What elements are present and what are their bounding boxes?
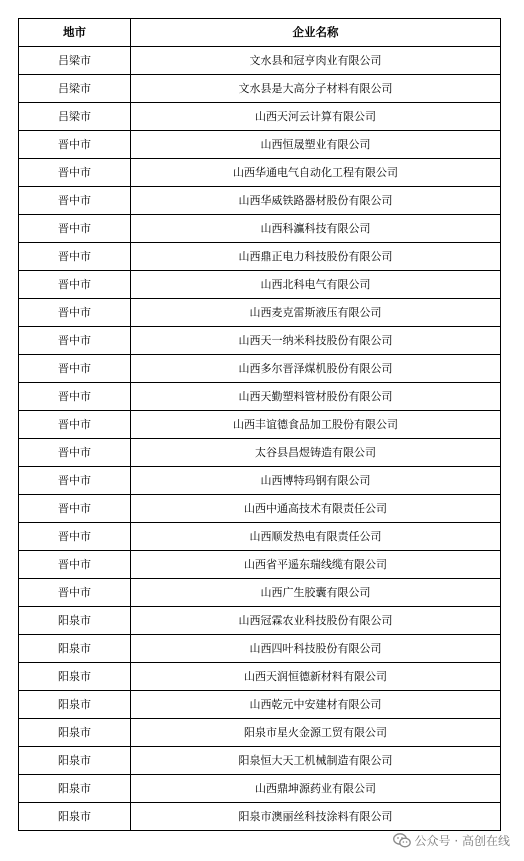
table-row (19, 691, 501, 719)
city-cell: 吕梁市 (19, 75, 131, 103)
company-name-cell: 文水县和冠亨肉业有限公司 (131, 47, 501, 75)
table-row (19, 635, 501, 663)
city-cell: 晋中市 (19, 243, 131, 271)
city-cell: 阳泉市 (19, 803, 131, 831)
table-row (19, 271, 501, 299)
table-row (19, 439, 501, 467)
table-row (19, 299, 501, 327)
table-row (19, 243, 501, 271)
company-name-cell: 山西中通高技术有限责任公司 (131, 495, 501, 523)
company-name-cell: 山西鼎正电力科技股份有限公司 (131, 243, 501, 271)
table-row (19, 747, 501, 775)
city-cell: 晋中市 (19, 271, 131, 299)
company-name-cell: 山西丰谊德食品加工股份有限公司 (131, 411, 501, 439)
city-cell: 晋中市 (19, 467, 131, 495)
company-name-cell: 阳泉恒大天工机械制造有限公司 (131, 747, 501, 775)
city-cell: 晋中市 (19, 131, 131, 159)
company-name-cell: 山西广生胶囊有限公司 (131, 579, 501, 607)
city-cell: 晋中市 (19, 215, 131, 243)
company-table (18, 18, 501, 831)
table-row (19, 327, 501, 355)
company-name-cell: 山西省平遥东瑞线缆有限公司 (131, 551, 501, 579)
city-cell: 晋中市 (19, 327, 131, 355)
table-row (19, 775, 501, 803)
table-row (19, 663, 501, 691)
table-row (19, 187, 501, 215)
watermark (393, 832, 510, 849)
city-cell: 晋中市 (19, 355, 131, 383)
wechat-icon (393, 833, 411, 848)
table-row (19, 719, 501, 747)
table-row (19, 159, 501, 187)
table-row (19, 551, 501, 579)
company-name-cell: 阳泉市澳丽丝科技涂料有限公司 (131, 803, 501, 831)
table-row (19, 355, 501, 383)
table-row (19, 215, 501, 243)
table-row (19, 579, 501, 607)
city-cell: 阳泉市 (19, 663, 131, 691)
city-cell: 晋中市 (19, 411, 131, 439)
company-name-cell: 山西天勤塑料管材股份有限公司 (131, 383, 501, 411)
city-cell: 晋中市 (19, 383, 131, 411)
table-row (19, 803, 501, 831)
city-cell: 阳泉市 (19, 719, 131, 747)
company-name-cell: 文水县是大高分子材料有限公司 (131, 75, 501, 103)
city-cell: 晋中市 (19, 523, 131, 551)
table-row (19, 103, 501, 131)
company-name-cell: 山西天一纳米科技股份有限公司 (131, 327, 501, 355)
city-cell: 阳泉市 (19, 747, 131, 775)
company-name-cell: 山西科灜科技有限公司 (131, 215, 501, 243)
company-name-cell: 山西多尔晋泽煤机股份有限公司 (131, 355, 501, 383)
table-row (19, 523, 501, 551)
company-name-cell: 山西博特玛钢有限公司 (131, 467, 501, 495)
watermark-text: 公众号 · 高创在线 (414, 834, 510, 848)
company-name-cell: 山西顺发热电有限责任公司 (131, 523, 501, 551)
table-row (19, 75, 501, 103)
company-name-cell: 山西华通电气自动化工程有限公司 (131, 159, 501, 187)
company-name-cell: 山西冠霖农业科技股份有限公司 (131, 607, 501, 635)
city-cell: 阳泉市 (19, 607, 131, 635)
table-header-row (19, 19, 501, 47)
table-row (19, 607, 501, 635)
table-row (19, 495, 501, 523)
city-cell: 晋中市 (19, 439, 131, 467)
header-city: 地市 (19, 19, 131, 47)
company-name-cell: 山西华威铁路器材股份有限公司 (131, 187, 501, 215)
table-row (19, 383, 501, 411)
city-cell: 吕梁市 (19, 103, 131, 131)
city-cell: 晋中市 (19, 495, 131, 523)
company-name-cell: 阳泉市星火金源工贸有限公司 (131, 719, 501, 747)
table-row (19, 47, 501, 75)
table-body (19, 47, 501, 831)
company-name-cell: 太谷县昌煜铸造有限公司 (131, 439, 501, 467)
company-name-cell: 山西天河云计算有限公司 (131, 103, 501, 131)
table-row (19, 131, 501, 159)
company-name-cell: 山西鼎坤源药业有限公司 (131, 775, 501, 803)
city-cell: 晋中市 (19, 299, 131, 327)
company-name-cell: 山西恒晟塑业有限公司 (131, 131, 501, 159)
city-cell: 晋中市 (19, 187, 131, 215)
header-company: 企业名称 (131, 19, 501, 47)
city-cell: 吕梁市 (19, 47, 131, 75)
city-cell: 阳泉市 (19, 691, 131, 719)
company-name-cell: 山西北科电气有限公司 (131, 271, 501, 299)
company-name-cell: 山西乾元中安建材有限公司 (131, 691, 501, 719)
company-name-cell: 山西天润恒德新材料有限公司 (131, 663, 501, 691)
city-cell: 晋中市 (19, 551, 131, 579)
city-cell: 阳泉市 (19, 635, 131, 663)
city-cell: 晋中市 (19, 159, 131, 187)
company-name-cell: 山西四叶科技股份有限公司 (131, 635, 501, 663)
city-cell: 阳泉市 (19, 775, 131, 803)
company-name-cell: 山西麦克雷斯液压有限公司 (131, 299, 501, 327)
table-row (19, 467, 501, 495)
table-row (19, 411, 501, 439)
city-cell: 晋中市 (19, 579, 131, 607)
